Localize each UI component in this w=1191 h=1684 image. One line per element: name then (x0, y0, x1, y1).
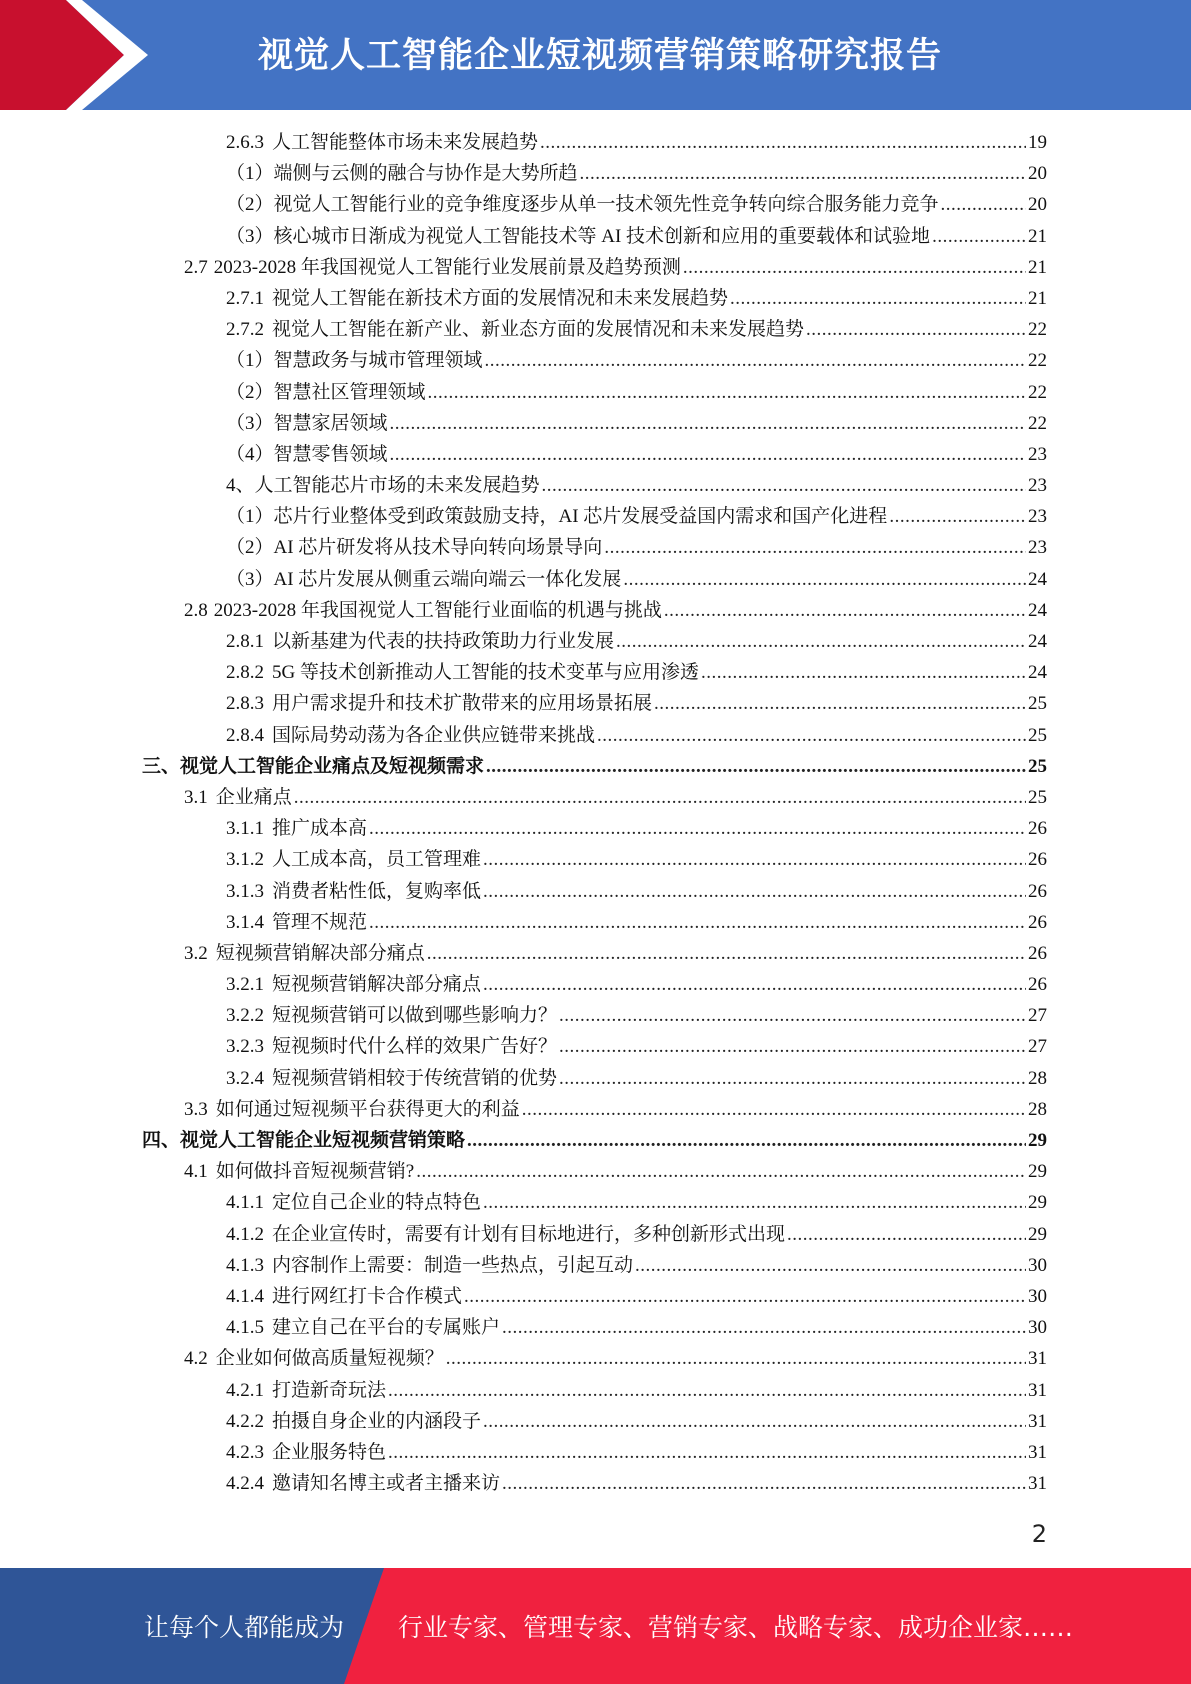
toc-entry[interactable] (0, 938, 1191, 969)
toc-entry-number: 3.1.3 (226, 880, 264, 902)
toc-entry-page: 22 (1028, 350, 1047, 372)
toc-entry[interactable] (0, 1250, 1191, 1281)
toc-entry-number: 4.1.5 (226, 1317, 264, 1339)
toc-entry-number: 2.8.3 (226, 693, 264, 715)
page-footer (0, 1568, 1191, 1684)
toc-entry-number: 4.1.1 (226, 1192, 264, 1214)
toc-entry-title (226, 345, 483, 376)
toc-entry-label: 四、视觉人工智能企业短视频营销策略 (142, 1130, 466, 1151)
toc-entry-title (226, 813, 367, 844)
toc-entry-page: 30 (1028, 1285, 1047, 1307)
toc-entry-page: 31 (1028, 1410, 1047, 1432)
toc-entry-label: 短视频营销解决部分痛点 (272, 974, 482, 996)
toc-entry-title (184, 252, 681, 283)
toc-dot-leader (446, 1343, 1026, 1374)
toc-entry-number: 2.8.2 (226, 662, 264, 684)
toc-entry-label: 如何做抖音短视频营销? (215, 1161, 415, 1183)
toc-dot-leader (428, 377, 1026, 408)
toc-dot-leader (369, 813, 1026, 844)
toc-entry-label: 内容制作上需要：制造一些热点，引起互动 (272, 1254, 634, 1276)
toc-entry-number: 4.2.1 (226, 1379, 264, 1401)
toc-entry-label: 企业服务特色 (272, 1441, 387, 1463)
toc-entry[interactable] (0, 1156, 1191, 1187)
toc-entry-page: 22 (1028, 381, 1047, 403)
toc-dot-leader (932, 221, 1026, 252)
toc-entry[interactable] (0, 876, 1191, 907)
toc-entry-page: 29 (1028, 1161, 1047, 1183)
toc-entry-label: （3）核心城市日渐成为视觉人工智能技术等 AI 技术创新和应用的重要载体和试验地 (226, 225, 931, 247)
toc-entry-label: 4、人工智能芯片市场的未来发展趋势 (226, 475, 540, 497)
toc-dot-leader (730, 283, 1026, 314)
toc-entry-label: 5G 等技术创新推动人工智能的技术变革与应用渗透 (272, 662, 699, 684)
toc-entry[interactable] (0, 595, 1191, 626)
toc-entry-title (142, 751, 484, 782)
toc-entry-title (226, 439, 388, 470)
toc-entry[interactable] (0, 720, 1191, 751)
toc-dot-leader (483, 1406, 1026, 1437)
toc-entry-label: 短视频营销相较于传统营销的优势 (272, 1067, 558, 1089)
toc-entry-title (226, 314, 804, 345)
toc-entry-page: 23 (1028, 537, 1047, 559)
toc-entry-number: 4.2 (184, 1348, 208, 1370)
toc-entry-label: 定位自己企业的特点特色 (272, 1192, 482, 1214)
toc-entry[interactable] (0, 813, 1191, 844)
toc-entry[interactable] (0, 844, 1191, 875)
toc-entry-page: 23 (1028, 443, 1047, 465)
toc-entry-title (226, 907, 367, 938)
toc-entry-label: 拍摄自身企业的内涵段子 (272, 1410, 482, 1432)
toc-entry-page: 25 (1028, 755, 1047, 777)
toc-entry[interactable] (0, 1063, 1191, 1094)
toc-entry-title (226, 189, 939, 220)
toc-dot-leader (388, 1375, 1026, 1406)
toc-entry-title (226, 720, 595, 751)
toc-entry-page: 30 (1028, 1254, 1047, 1276)
toc-entry[interactable] (0, 1437, 1191, 1468)
toc-dot-leader (559, 1031, 1026, 1062)
toc-entry-label: 建立自己在平台的专属账户 (272, 1317, 501, 1339)
toc-entry-title (226, 1250, 633, 1281)
toc-entry-title (226, 127, 538, 158)
toc-entry-title (184, 595, 662, 626)
toc-dot-leader (654, 688, 1026, 719)
toc-entry[interactable] (0, 907, 1191, 938)
toc-entry-title (226, 1281, 462, 1312)
toc-dot-leader (390, 408, 1026, 439)
toc-dot-leader (616, 626, 1026, 657)
toc-entry-label: （4）智慧零售领域 (226, 443, 388, 465)
toc-dot-leader (701, 657, 1026, 688)
toc-entry[interactable] (0, 252, 1191, 283)
toc-entry-page: 26 (1028, 880, 1047, 902)
toc-entry-title (226, 1312, 500, 1343)
toc-dot-leader (580, 158, 1026, 189)
toc-entry[interactable] (0, 189, 1191, 220)
toc-entry-label: 2023-2028 年我国视觉人工智能行业面临的机遇与挑战 (213, 599, 662, 621)
toc-entry[interactable] (0, 1031, 1191, 1062)
toc-entry-label: （2）智慧社区管理领域 (226, 381, 426, 403)
toc-entry-label: （2）视觉人工智能行业的竞争维度逐步从单一技术领先性竞争转向综合服务能力竞争 (226, 194, 939, 216)
toc-entry-label: 视觉人工智能在新产业、新业态方面的发展情况和未来发展趋势 (272, 319, 805, 341)
toc-entry-title (226, 657, 699, 688)
toc-entry-label: （3）AI 芯片发展从侧重云端向端云一体化发展 (226, 568, 622, 590)
toc-entry-number: 4.2.4 (226, 1473, 264, 1495)
toc-dot-leader (787, 1219, 1026, 1250)
toc-entry-title (226, 158, 578, 189)
toc-entry-title (226, 1406, 481, 1437)
toc-entry-page: 22 (1028, 319, 1047, 341)
footer-slogan-right: 行业专家、管理专家、营销专家、战略专家、成功企业家…… (398, 1613, 1074, 1642)
toc-entry-number: 4.1.3 (226, 1254, 264, 1276)
toc-entry-title (226, 532, 602, 563)
toc-entry-title (226, 221, 930, 252)
toc-entry-page: 28 (1028, 1067, 1047, 1089)
toc-entry-page: 27 (1028, 1036, 1047, 1058)
toc-entry[interactable] (0, 1468, 1191, 1499)
toc-entry-title (226, 564, 621, 595)
toc-entry-page: 24 (1028, 662, 1047, 684)
toc-dot-leader (604, 532, 1026, 563)
toc-entry-number: 4.1.2 (226, 1223, 264, 1245)
toc-dot-leader (486, 751, 1026, 782)
toc-entry-page: 21 (1028, 225, 1047, 247)
toc-entry[interactable] (0, 1094, 1191, 1125)
toc-entry-page: 21 (1028, 287, 1047, 309)
toc-entry-label: （3）智慧家居领域 (226, 412, 388, 434)
toc-entry-number: 4.1 (184, 1161, 208, 1183)
toc-entry[interactable] (0, 969, 1191, 1000)
toc-entry-title (226, 1468, 500, 1499)
toc-dot-leader (540, 127, 1026, 158)
footer-slogan-left: 让每个人都能成为 (144, 1613, 345, 1642)
toc-entry-page: 31 (1028, 1379, 1047, 1401)
toc-entry-page: 30 (1028, 1317, 1047, 1339)
toc-entry-title (226, 1219, 785, 1250)
toc-entry-number: 2.7.2 (226, 319, 264, 341)
toc-entry-page: 23 (1028, 475, 1047, 497)
toc-entry-title (226, 969, 481, 1000)
toc-entry-label: （1）芯片行业整体受到政策鼓励支持，AI 芯片发展受益国内需求和国产化进程 (226, 506, 888, 528)
toc-entry-number: 3.1 (184, 786, 208, 808)
toc-entry-label: 推广成本高 (272, 818, 368, 840)
toc-entry-page: 20 (1028, 163, 1047, 185)
toc-entry-number: 3.2.4 (226, 1067, 264, 1089)
toc-entry-page: 27 (1028, 1005, 1047, 1027)
toc-entry-page: 22 (1028, 412, 1047, 434)
toc-entry-page: 24 (1028, 568, 1047, 590)
toc-entry-number: 4.2.2 (226, 1410, 264, 1432)
toc-entry[interactable] (0, 1000, 1191, 1031)
toc-entry-title (184, 1156, 414, 1187)
toc-entry[interactable] (0, 1375, 1191, 1406)
toc-dot-leader (941, 189, 1026, 220)
report-title: 视觉人工智能企业短视频营销策略研究报告 (258, 36, 943, 76)
toc-entry-label: 人工成本高，员工管理难 (272, 849, 482, 871)
toc-entry-label: 如何通过短视频平台获得更大的利益 (215, 1098, 520, 1120)
toc-entry-label: （1）端侧与云侧的融合与协作是大势所趋 (226, 163, 578, 185)
toc-dot-leader (294, 782, 1026, 813)
page-number: 2 (1031, 1520, 1047, 1548)
toc-entry-number: 3.2.1 (226, 974, 264, 996)
toc-dot-leader (388, 1437, 1026, 1468)
toc-entry[interactable] (0, 439, 1191, 470)
toc-entry-label: 以新基建为代表的扶持政策助力行业发展 (272, 631, 615, 652)
toc-entry-page: 26 (1028, 818, 1047, 840)
toc-entry[interactable] (0, 1343, 1191, 1374)
toc-entry-number: 3.2.3 (226, 1036, 264, 1058)
toc-dot-leader (623, 564, 1026, 595)
toc-dot-leader (502, 1468, 1026, 1499)
toc-entry-label: 三、视觉人工智能企业痛点及短视频需求 (142, 755, 485, 777)
toc-entry-page: 21 (1028, 256, 1047, 278)
toc-entry-title (226, 470, 540, 501)
toc-entry-page: 26 (1028, 942, 1047, 964)
toc-dot-leader (635, 1250, 1026, 1281)
toc-entry-page: 26 (1028, 849, 1047, 871)
toc-entry-label: 管理不规范 (272, 911, 368, 933)
toc-entry-label: 短视频营销可以做到哪些影响力？ (272, 1005, 558, 1027)
toc-entry-page: 25 (1028, 786, 1047, 808)
toc-entry-label: （2）AI 芯片研发将从技术导向转向场景导向 (226, 537, 603, 559)
toc-dot-leader (483, 969, 1026, 1000)
toc-entry-label: 短视频时代什么样的效果广告好？ (272, 1036, 558, 1058)
toc-entry-number: 3.1.1 (226, 818, 264, 840)
toc-entry-page: 24 (1028, 631, 1047, 652)
toc-entry[interactable] (0, 221, 1191, 252)
toc-entry[interactable] (0, 408, 1191, 439)
toc-entry-page: 29 (1028, 1223, 1047, 1245)
toc-entry[interactable] (0, 501, 1191, 532)
toc-entry-number: 4.1.4 (226, 1285, 264, 1307)
toc-entry[interactable] (0, 532, 1191, 563)
toc-entry-title (226, 844, 481, 875)
page-header (0, 0, 1191, 110)
toc-dot-leader (464, 1281, 1026, 1312)
toc-entry-title (184, 1094, 520, 1125)
toc-entry-label: 用户需求提升和技术扩散带来的应用场景拓展 (272, 693, 653, 715)
toc-dot-leader (559, 1000, 1026, 1031)
toc-entry-number: 3.3 (184, 1098, 208, 1120)
toc-entry[interactable] (0, 688, 1191, 719)
toc-entry-title (226, 688, 652, 719)
toc-entry-page: 20 (1028, 194, 1047, 216)
toc-entry-label: 视觉人工智能在新技术方面的发展情况和未来发展趋势 (272, 287, 729, 309)
toc-entry-label: 在企业宣传时，需要有计划有目标地进行，多种创新形式出现 (272, 1223, 786, 1245)
toc-entry-page: 25 (1028, 724, 1047, 746)
toc-dot-leader (683, 252, 1026, 283)
toc-entry[interactable] (0, 314, 1191, 345)
toc-entry-page: 31 (1028, 1473, 1047, 1495)
toc-entry[interactable] (0, 283, 1191, 314)
toc-entry-page: 19 (1028, 132, 1047, 153)
toc-entry-label: （1）智慧政务与城市管理领域 (226, 350, 483, 372)
toc-entry[interactable] (0, 1187, 1191, 1218)
table-of-contents (0, 127, 1191, 1499)
toc-dot-leader (664, 595, 1026, 626)
toc-entry-title (226, 1000, 557, 1031)
toc-entry[interactable] (0, 564, 1191, 595)
toc-entry[interactable] (0, 345, 1191, 376)
toc-entry-label: 进行网红打卡合作模式 (272, 1285, 463, 1307)
toc-entry-title (142, 1125, 465, 1156)
toc-entry-title (226, 876, 481, 907)
toc-entry-page: 31 (1028, 1441, 1047, 1463)
toc-entry[interactable] (0, 657, 1191, 688)
toc-entry-page: 29 (1028, 1130, 1047, 1151)
toc-entry-title (184, 782, 292, 813)
toc-entry[interactable] (0, 782, 1191, 813)
toc-entry-label: 邀请知名博主或者主播来访 (272, 1473, 501, 1495)
toc-entry-page: 29 (1028, 1192, 1047, 1214)
toc-dot-leader (369, 907, 1026, 938)
toc-entry[interactable] (0, 1312, 1191, 1343)
toc-dot-leader (806, 314, 1026, 345)
toc-entry-title (226, 377, 426, 408)
toc-entry-number: 2.8.1 (226, 631, 264, 652)
toc-entry-number: 3.1.2 (226, 849, 264, 871)
toc-entry-number: 2.7.1 (226, 287, 264, 309)
toc-entry-title (226, 501, 887, 532)
toc-entry[interactable] (0, 127, 1191, 158)
toc-entry-number: 3.2.2 (226, 1005, 264, 1027)
toc-entry[interactable] (0, 626, 1191, 657)
toc-entry-label: 人工智能整体市场未来发展趋势 (272, 132, 539, 153)
toc-entry-label: 企业痛点 (215, 786, 292, 808)
toc-entry-label: 消费者粘性低，复购率低 (272, 880, 482, 902)
toc-dot-leader (522, 1094, 1026, 1125)
toc-entry-title (226, 1187, 481, 1218)
toc-entry-title (184, 1343, 444, 1374)
toc-entry-number: 2.7 (184, 256, 208, 278)
toc-entry[interactable] (0, 1406, 1191, 1437)
toc-entry-number: 2.6.3 (226, 132, 264, 153)
toc-entry-label: 2023-2028 年我国视觉人工智能行业发展前景及趋势预测 (213, 256, 681, 278)
toc-entry-page: 26 (1028, 911, 1047, 933)
toc-dot-leader (483, 876, 1026, 907)
toc-entry[interactable] (0, 1125, 1191, 1156)
toc-entry-page: 23 (1028, 506, 1047, 528)
toc-entry-number: 2.8.4 (226, 724, 264, 746)
toc-dot-leader (483, 1187, 1026, 1218)
toc-dot-leader (416, 1156, 1026, 1187)
toc-entry-title (226, 1063, 557, 1094)
toc-entry[interactable] (0, 158, 1191, 189)
toc-entry-title (226, 1375, 386, 1406)
toc-dot-leader (542, 470, 1026, 501)
toc-dot-leader (559, 1063, 1026, 1094)
toc-dot-leader (467, 1125, 1026, 1156)
toc-dot-leader (502, 1312, 1026, 1343)
toc-entry-label: 国际局势动荡为各企业供应链带来挑战 (272, 724, 596, 746)
toc-entry-label: 打造新奇玩法 (272, 1379, 387, 1401)
toc-entry-title (184, 938, 425, 969)
toc-dot-leader (597, 720, 1026, 751)
toc-entry[interactable] (0, 377, 1191, 408)
toc-entry-page: 26 (1028, 974, 1047, 996)
toc-entry-number: 3.2 (184, 942, 208, 964)
toc-dot-leader (485, 345, 1026, 376)
toc-entry[interactable] (0, 1281, 1191, 1312)
toc-entry-title (226, 283, 728, 314)
toc-entry-number: 2.8 (184, 599, 208, 621)
toc-entry-number: 3.1.4 (226, 911, 264, 933)
toc-entry-page: 25 (1028, 693, 1047, 715)
toc-entry-title (226, 1437, 386, 1468)
toc-dot-leader (390, 439, 1026, 470)
toc-entry-number: 4.2.3 (226, 1441, 264, 1463)
toc-entry-page: 31 (1028, 1348, 1047, 1370)
toc-entry[interactable] (0, 751, 1191, 782)
toc-entry-page: 24 (1028, 599, 1047, 621)
toc-entry-title (226, 626, 614, 657)
toc-entry[interactable] (0, 470, 1191, 501)
toc-entry-label: 短视频营销解决部分痛点 (215, 942, 425, 964)
toc-entry-label: 企业如何做高质量短视频？ (215, 1348, 444, 1370)
toc-dot-leader (889, 501, 1026, 532)
toc-entry-title (226, 1031, 557, 1062)
toc-dot-leader (427, 938, 1026, 969)
toc-entry-title (226, 408, 388, 439)
toc-entry[interactable] (0, 1219, 1191, 1250)
toc-dot-leader (483, 844, 1026, 875)
toc-entry-page: 28 (1028, 1098, 1047, 1120)
